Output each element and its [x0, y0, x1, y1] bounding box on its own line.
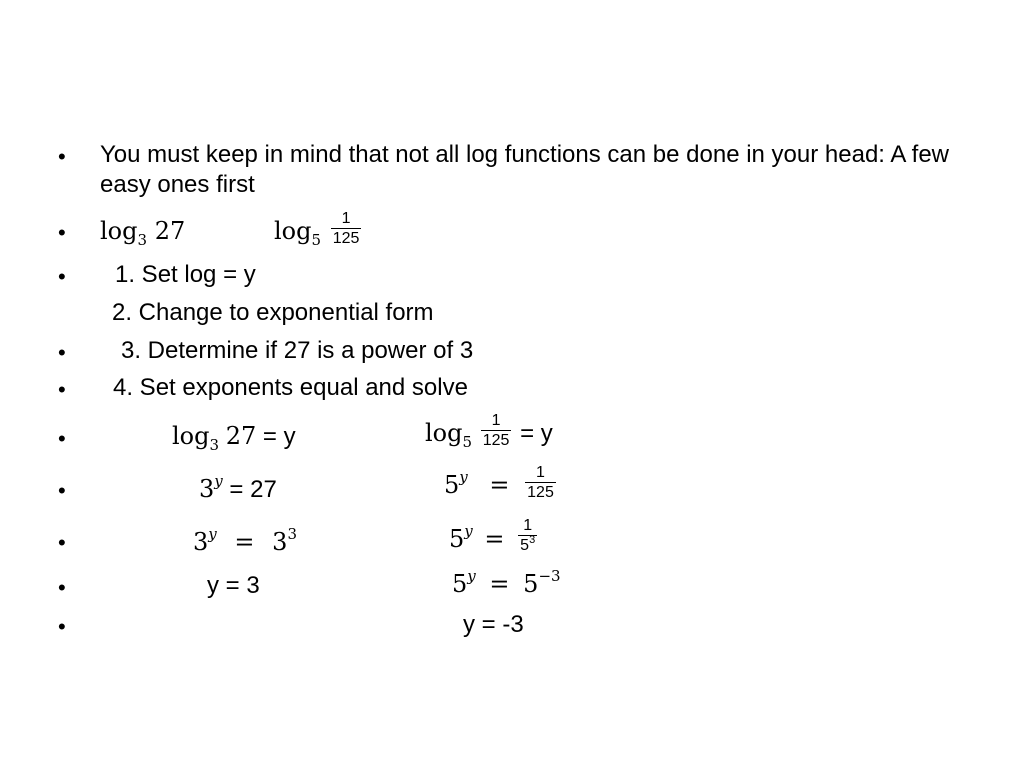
bullet: •	[58, 575, 66, 600]
example-log5-fraction: $\log_5$ $\frac{1}{125}$	[274, 210, 360, 249]
fraction: $\frac{1}{125}$	[527, 464, 554, 501]
bullet: •	[58, 614, 66, 639]
step-3: 3. Determine if 27 is a power of 3	[121, 337, 474, 364]
bullet: •	[58, 478, 66, 503]
intro-text: You must keep in mind that not all log functions can be done in your head: A few easy ones first	[100, 141, 950, 198]
work-right-3: 5$^y$ = $\frac{1}{5^3}$	[449, 517, 536, 554]
fraction: $\frac{1}{125}$	[332, 210, 360, 247]
work-right-2: 5$^y$ = $\frac{1}{125}$	[444, 464, 554, 501]
bullet: •	[58, 144, 66, 169]
bullet: •	[58, 377, 66, 402]
bullet: •	[58, 530, 66, 555]
work-left-1: $\log_3 27 = y$	[172, 422, 296, 454]
work-left-4: y = 3	[207, 572, 260, 599]
work-left-2: $3^y = 27$	[199, 472, 277, 503]
bullet: •	[58, 220, 66, 245]
work-right-5: y = -3	[463, 611, 524, 638]
bullet: •	[58, 426, 66, 451]
bullet: •	[58, 264, 66, 289]
step-4: 4. Set exponents equal and solve	[113, 374, 468, 401]
step-1: 1. Set log = y	[115, 261, 256, 288]
work-right-4: $5^y = 5^{-3}$	[452, 567, 561, 598]
bullet: •	[58, 340, 66, 365]
work-right-1: $\log_5$ $\frac{1}{125}$ = y	[425, 412, 553, 451]
work-left-3: $3^y = 3^3$	[193, 525, 297, 556]
fraction: $\frac{1}{5^3}$	[520, 517, 536, 554]
fraction: $\frac{1}{125}$	[482, 412, 510, 449]
example-log3-27: $\log_3 27$	[100, 217, 186, 249]
step-2: 2. Change to exponential form	[112, 299, 434, 326]
